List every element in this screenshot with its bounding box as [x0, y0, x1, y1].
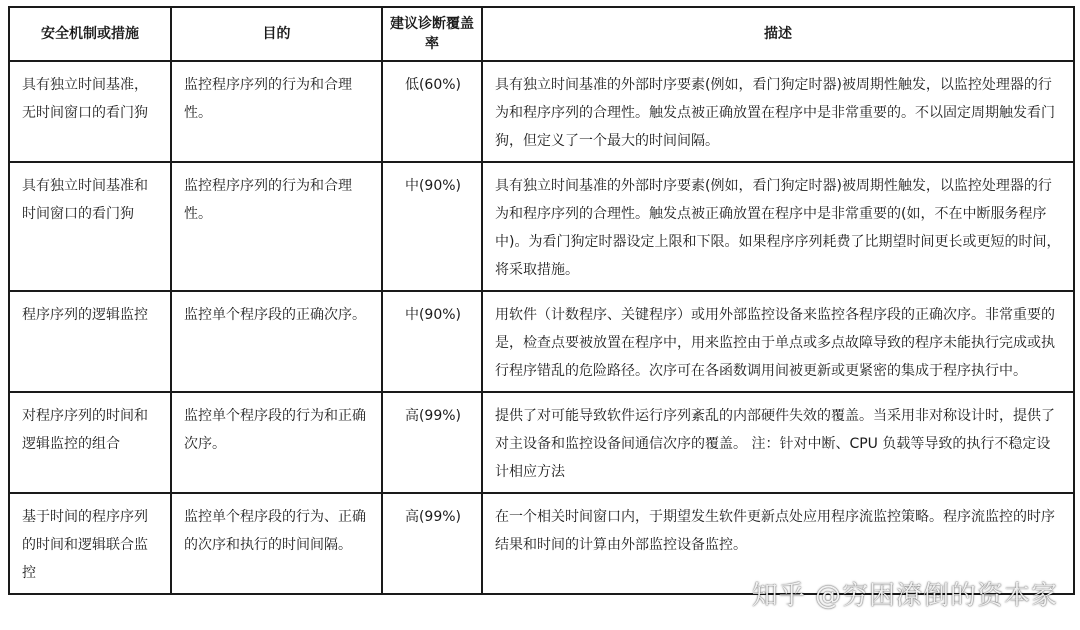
cell-coverage: 中(90%) [382, 291, 482, 392]
cell-mechanism: 基于时间的程序序列的时间和逻辑联合监控 [9, 493, 171, 594]
cell-purpose: 监控程序序列的行为和合理性。 [171, 162, 382, 291]
table-row [9, 61, 1074, 162]
header-row [9, 7, 1074, 61]
cell-mechanism: 具有独立时间基准，无时间窗口的看门狗 [9, 61, 171, 162]
cell-mechanism: 程序序列的逻辑监控 [9, 291, 171, 392]
cell-description: 用软件（计数程序、关键程序）或用外部监控设备来监控各程序段的正确次序。非常重要的是，检查点要被放置在程序中，用来监控由于单点或多点故障导致的程序未能执行完成或执行程序错乱的危险路径。次序可在各函数调用间被更新或更紧密的集成于程序执行中。 [482, 291, 1074, 392]
header-coverage: 建议诊断覆盖率 [382, 7, 482, 61]
table-row [9, 162, 1074, 291]
safety-mechanism-table [8, 6, 1075, 595]
cell-purpose: 监控程序序列的行为和合理性。 [171, 61, 382, 162]
header-description: 描述 [482, 7, 1074, 61]
watermark: 知乎 @穷困潦倒的资本家 [751, 581, 1058, 611]
cell-description: 具有独立时间基准的外部时序要素(例如，看门狗定时器)被周期性触发，以监控处理器的行为和程序序列的合理性。触发点被正确放置在程序中是非常重要的。不以固定周期触发看门狗，但定义了一个最大的时间间隔。 [482, 61, 1074, 162]
cell-purpose: 监控单个程序段的正确次序。 [171, 291, 382, 392]
cell-description: 具有独立时间基准的外部时序要素(例如，看门狗定时器)被周期性触发，以监控处理器的行为和程序序列的合理性。触发点被正确放置在程序中是非常重要的(如，不在中断服务程序中)。为看门狗定时器设定上限和下限。如果程序序列耗费了比期望时间更长或更短的时间，将采取措施。 [482, 162, 1074, 291]
cell-coverage: 中(90%) [382, 162, 482, 291]
table-row [9, 392, 1074, 493]
cell-mechanism: 对程序序列的时间和逻辑监控的组合 [9, 392, 171, 493]
cell-description: 在一个相关时间窗口内，于期望发生软件更新点处应用程序流监控策略。程序流监控的时序结果和时间的计算由外部监控设备监控。 [482, 493, 1074, 594]
cell-coverage: 高(99%) [382, 392, 482, 493]
cell-mechanism: 具有独立时间基准和时间窗口的看门狗 [9, 162, 171, 291]
header-purpose: 目的 [171, 7, 382, 61]
cell-coverage: 高(99%) [382, 493, 482, 594]
cell-description: 提供了对可能导致软件运行序列紊乱的内部硬件失效的覆盖。当采用非对称设计时，提供了对主设备和监控设备间通信次序的覆盖。 注：针对中断、CPU 负载等导致的执行不稳定设计相应方法 [482, 392, 1074, 493]
cell-purpose: 监控单个程序段的行为、正确的次序和执行的时间间隔。 [171, 493, 382, 594]
table-row [9, 291, 1074, 392]
header-mechanism: 安全机制或措施 [9, 7, 171, 61]
cell-coverage: 低(60%) [382, 61, 482, 162]
cell-purpose: 监控单个程序段的行为和正确次序。 [171, 392, 382, 493]
